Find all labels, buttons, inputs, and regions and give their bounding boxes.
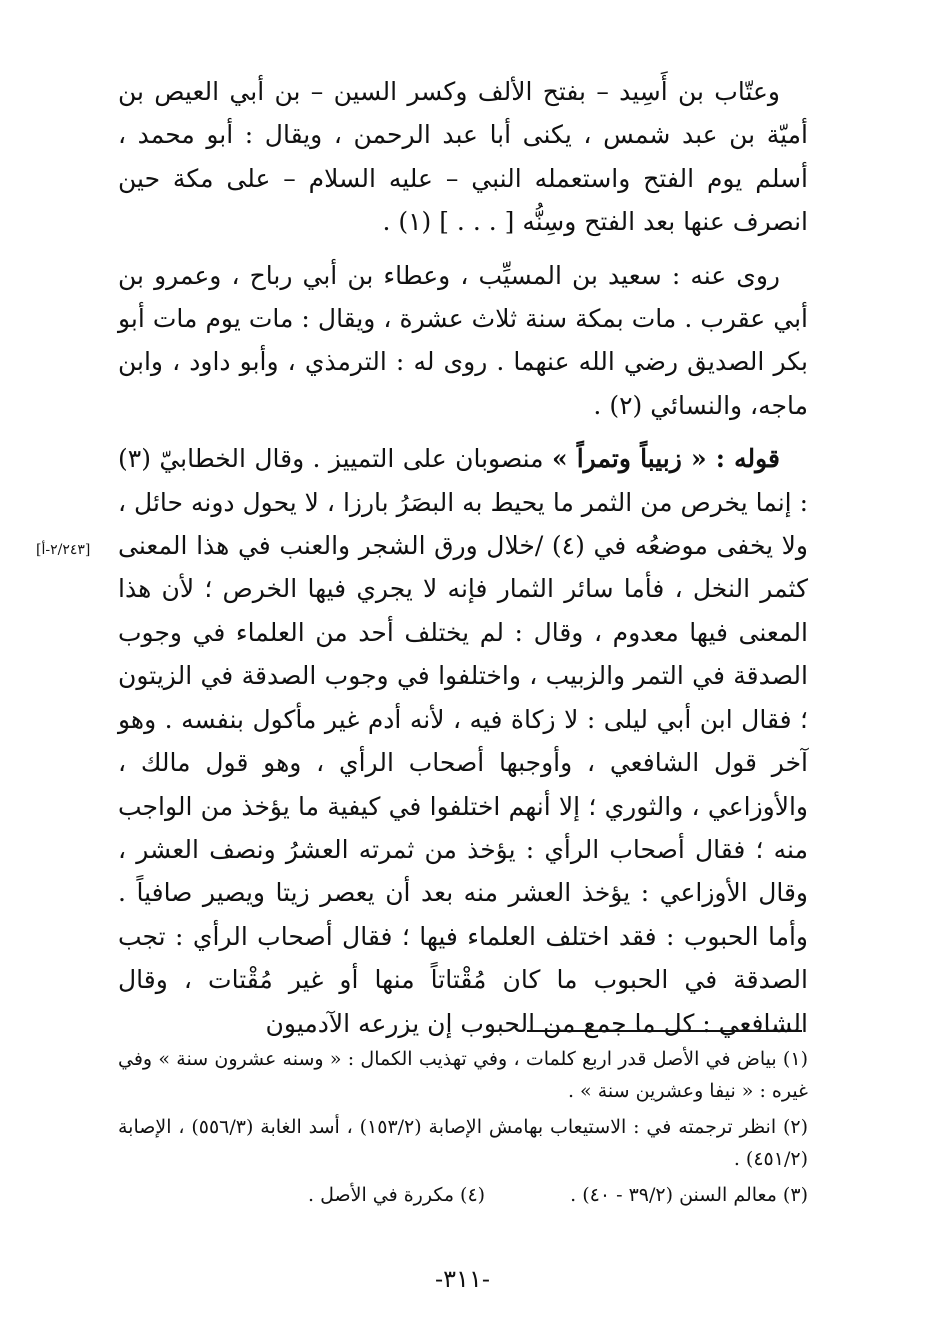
commentary-lead: قوله : « زبيباً وتمراً » <box>551 444 780 474</box>
footnote-row <box>118 1179 808 1211</box>
footnote-3: (٣) معالم السنن (٣٩/٢ - ٤٠) . <box>570 1184 808 1206</box>
page-number: -٣١١- <box>435 1265 490 1293</box>
main-text <box>118 70 808 1055</box>
footnotes <box>118 1043 808 1211</box>
footnote-2: (٢) انظر ترجمته في : الاستيعاب بهامش الإصابة (١٥٣/٢) ، أسد الغابة (٥٥٦/٣) ، الإصابة (٤٥١/٢) . <box>118 1116 808 1170</box>
footnote-divider <box>527 1030 802 1032</box>
footnote-1: (١) بياض في الأصل قدر اربع كلمات ، وفي تهذيب الكمال : « وسنه عشرون سنة » وفي غيره : « نيفا وعشرين سنة » . <box>118 1048 808 1102</box>
commentary-text: منصوبان على التمييز . وقال الخطابيّ (٣) : إنما يخرص من الثمر ما يحيط به البصَرُ بارزا ، لا يحول دونه حائل ، ولا يخفى موضعُه في (٤) /خلال ورق الشجر والعنب في هذا المعنى كثمر النخل ، فأما سائر الثمار فإنه لا يجري فيها الخرص ؛ لأن هذا المعنى فيها معدوم ، وقال : لم يختلف أحد من العلماء في وجوب الصدقة في التمر والزبيب ، واختلفوا في وجوب الصدقة في الزيتون ؛ فقال ابن أبي ليلى : لا زكاة فيه ، لأنه أدم غير مأكول بنفسه . وهو آخر قول الشافعي ، وأوجبها أصحاب الرأي ، وهو قول مالك ، والأوزاعي ، والثوري ؛ إلا أنهم اختلفوا في كيفية ما يؤخذ من الواجب منه ؛ فقال أصحاب الرأي : يؤخذ من ثمرته العشرُ ونصف العشر ، وقال الأوزاعي : يؤخذ العشر منه بعد أن يعصر زيتا ويصير صافياً . وأما الحبوب : فقد اختلف العلماء فيها ؛ فقال أصحاب الرأي : تجب الصدقة في الحبوب ما كان مُقْتاتاً منها أو غير مُقْتات ، وقال الشافعي : كل ما جمع من الحبوب إن يزرعه الآدميون <box>118 444 808 1038</box>
paragraph-biography: وعتّاب بن أَسِيد – بفتح الألف وكسر السين – بن أبي العيص بن أميّة بن عبد شمس ، يكنى أبا عبد الرحمن ، ويقال : أبو محمد ، أسلم يوم الفتح واستعمله النبي – عليه السلام – على مكة حين انصرف عنها بعد الفتح وسِنُّه [ . . . ] (١) . <box>118 77 808 237</box>
footnote-4: (٤) مكررة في الأصل . <box>308 1184 486 1206</box>
margin-manuscript-reference: [٢/٢٤٣-أ] <box>36 542 91 558</box>
paragraph-narrators: روى عنه : سعيد بن المسيِّب ، وعطاء بن أبي رباح ، وعمرو بن أبي عقرب . مات بمكة سنة ثلاث عشرة ، ويقال : مات يوم مات أبو بكر الصديق رضي الله عنهما . روى له : الترمذي ، وأبو داود ، وابن ماجه، والنسائي (٢) . <box>118 260 808 420</box>
paragraph-commentary <box>118 437 808 1045</box>
